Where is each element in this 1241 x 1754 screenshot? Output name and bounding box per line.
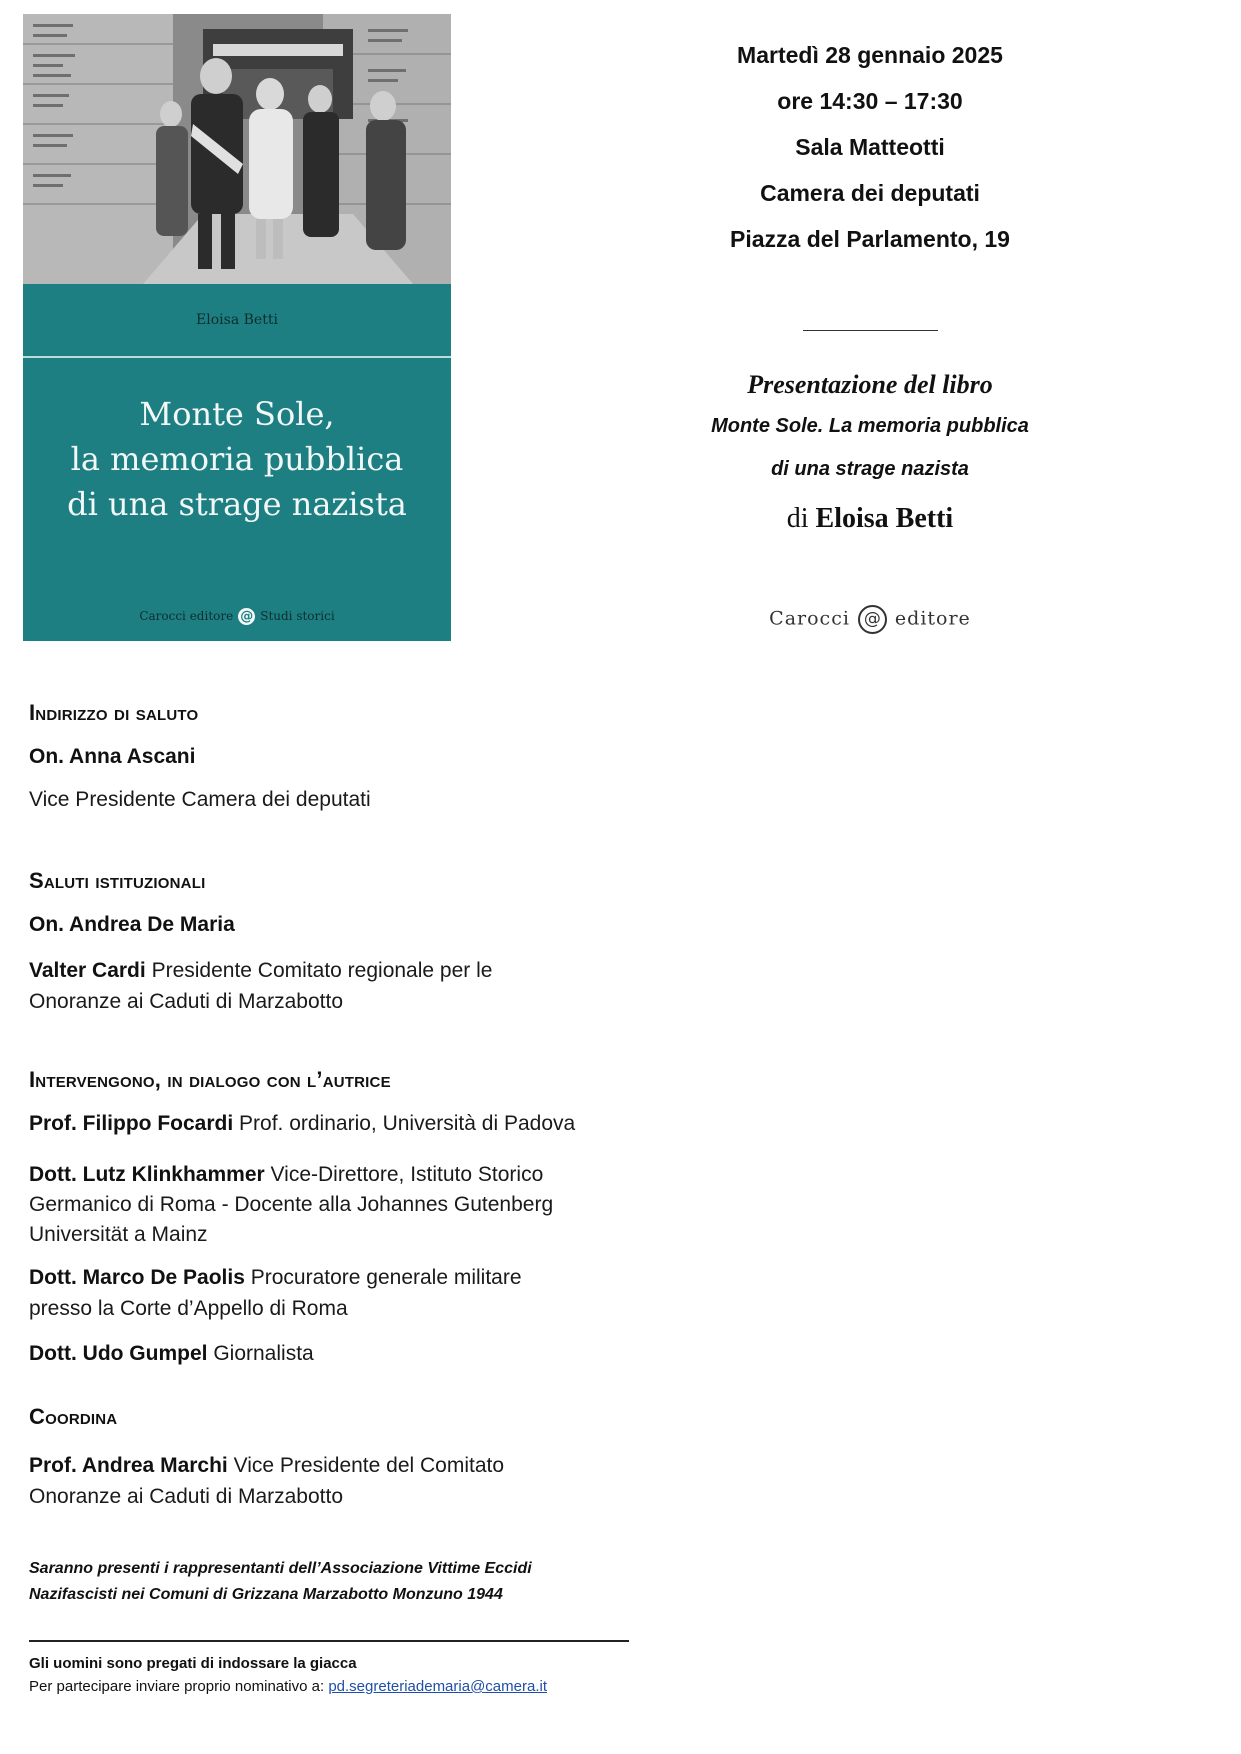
publisher-name-right: editore [894, 607, 971, 630]
speaker-name: Valter Cardi [29, 959, 146, 982]
speaker-role-cont: presso la Corte d’Appello di Roma [29, 1297, 348, 1320]
dialogue-speaker-4 [29, 1342, 669, 1366]
presentation-heading: Presentazione del libro [747, 370, 993, 399]
cover-photograph [23, 14, 451, 284]
rsvp-line [29, 1678, 547, 1695]
author-prefix: di [786, 503, 809, 534]
cover-title [23, 392, 451, 527]
publisher-logo-icon: @ [240, 609, 254, 624]
author-name: Eloisa Betti [815, 503, 954, 534]
speaker-role: Vice-Direttore, Istituto Storico [270, 1163, 544, 1186]
attendance-note [29, 1556, 669, 1608]
cover-series-name: Studi storici [260, 609, 335, 623]
attendance-note-line-1: Saranno presenti i rappresentanti dell’Associazione Vittime Eccidi [29, 1560, 532, 1577]
section-dialogue-heading: Intervengono, in dialogo con l’autrice [29, 1067, 391, 1092]
institutional-speaker-1: On. Andrea De Maria [29, 913, 235, 936]
event-room: Sala Matteotti [795, 134, 945, 160]
event-details [620, 32, 1120, 262]
section-separator [803, 330, 938, 331]
speaker-role: Presidente Comitato regionale per le [151, 959, 493, 982]
cover-author: Eloisa Betti [196, 312, 278, 328]
event-time: ore 14:30 – 17:30 [777, 88, 963, 114]
section-welcome-heading: Indirizzo di saluto [29, 700, 199, 725]
book-author [620, 503, 1120, 535]
book-cover [23, 14, 451, 641]
welcome-speaker-role: Vice Presidente Camera dei deputati [29, 788, 371, 811]
dress-code-notice: Gli uomini sono pregati di indossare la giacca [29, 1655, 357, 1672]
dialogue-speaker-2 [29, 1160, 669, 1250]
speaker-name: Dott. Marco De Paolis [29, 1266, 245, 1289]
section-institutional-heading: Saluti istituzionali [29, 868, 206, 893]
speaker-name: Prof. Filippo Focardi [29, 1112, 234, 1135]
speaker-name: Dott. Lutz Klinkhammer [29, 1163, 265, 1186]
dialogue-speaker-1 [29, 1112, 669, 1136]
cover-publisher: Carocci editore [139, 609, 234, 623]
speaker-role: Prof. ordinario, Università di Padova [239, 1112, 576, 1135]
section-coordination-heading: Coordina [29, 1404, 118, 1429]
coordinator [29, 1450, 669, 1512]
speaker-role: Giornalista [213, 1342, 314, 1365]
cover-publisher-series [23, 608, 451, 625]
speaker-role: Procuratore generale militare [250, 1266, 522, 1289]
speaker-role-cont: Onoranze ai Caduti di Marzabotto [29, 1485, 344, 1508]
attendance-note-line-2: Nazifascisti nei Comuni di Grizzana Marzabotto Monzuno 1944 [29, 1586, 503, 1603]
event-date: Martedì 28 gennaio 2025 [737, 42, 1003, 68]
footer-divider [29, 1640, 629, 1642]
dialogue-speaker-3 [29, 1262, 669, 1324]
rsvp-text: Per partecipare inviare proprio nominativo a: [29, 1678, 325, 1695]
event-address: Piazza del Parlamento, 19 [730, 226, 1010, 252]
cover-title-line-1: Monte Sole, [139, 395, 335, 433]
book-title-line-2: di una strage nazista [771, 458, 969, 480]
speaker-name: Dott. Udo Gumpel [29, 1342, 208, 1365]
cover-divider [23, 356, 451, 358]
book-title-line-1: Monte Sole. La memoria pubblica [711, 415, 1029, 437]
speaker-role-cont: Universität a Mainz [29, 1223, 208, 1246]
publisher-at-icon: @ [858, 605, 887, 634]
welcome-speaker-name: On. Anna Ascani [29, 745, 196, 768]
speaker-role-cont: Onoranze ai Caduti di Marzabotto [29, 990, 344, 1013]
publisher-name-left: Carocci [769, 607, 850, 630]
cover-title-line-2: la memoria pubblica [70, 440, 404, 478]
speaker-role-cont: Germanico di Roma - Docente alla Johannes Gutenberg [29, 1193, 554, 1216]
speaker-name: Prof. Andrea Marchi [29, 1454, 228, 1477]
cover-title-line-3: di una strage nazista [67, 485, 407, 523]
event-venue: Camera dei deputati [760, 180, 980, 206]
speaker-role: Vice Presidente del Comitato [233, 1454, 505, 1477]
institutional-speaker-2 [29, 955, 669, 1017]
rsvp-email-link[interactable]: pd.segreteriademaria@camera.it [328, 1678, 547, 1695]
publisher-logo [620, 605, 1120, 634]
